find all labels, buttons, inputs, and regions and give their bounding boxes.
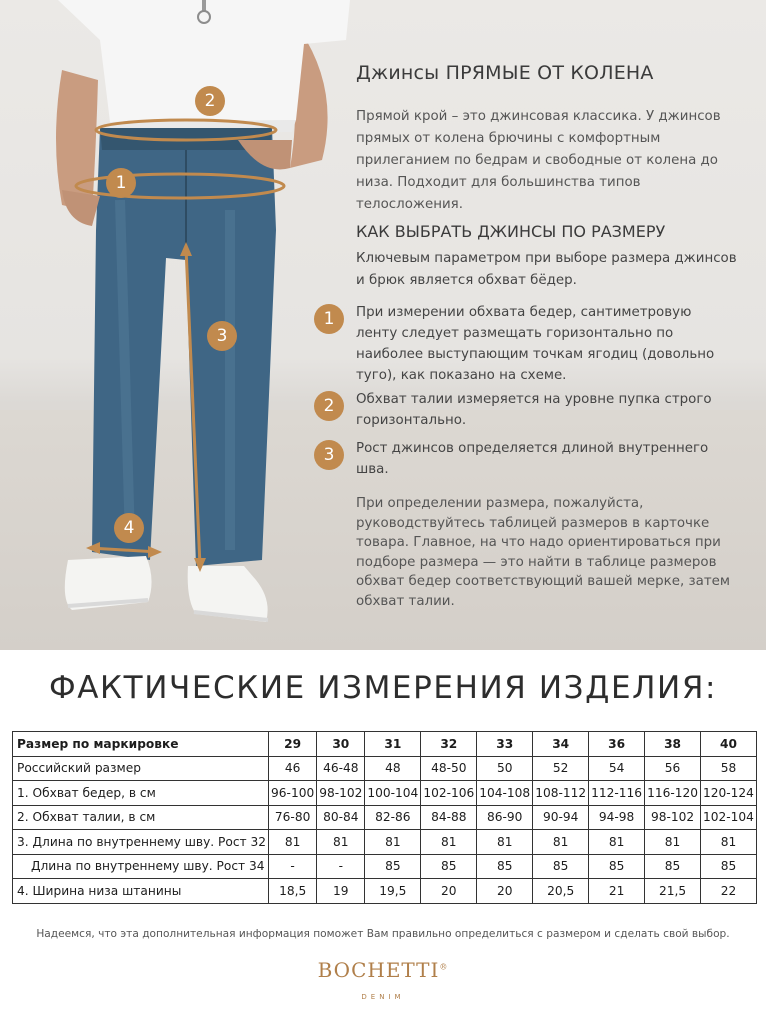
table-cell: 48 — [365, 756, 421, 781]
table-cell: 85 — [365, 854, 421, 879]
table-cell: 85 — [421, 854, 477, 879]
header-size: 40 — [701, 732, 757, 757]
page-title: Джинсы ПРЯМЫЕ ОТ КОЛЕНА — [356, 62, 654, 84]
table-cell: 52 — [533, 756, 589, 781]
table-cell: 102-104 — [701, 805, 757, 830]
table-cell: 81 — [701, 830, 757, 855]
table-cell: 108-112 — [533, 781, 589, 806]
table-row — [13, 781, 757, 806]
step-3-text: Рост джинсов определяется длиной внутреннего шва. — [356, 441, 709, 477]
table-row — [13, 854, 757, 879]
table-cell: 76-80 — [269, 805, 317, 830]
table-cell: 100-104 — [365, 781, 421, 806]
table-title: ФАКТИЧЕСКИЕ ИЗМЕРЕНИЯ ИЗДЕЛИЯ: — [48, 670, 718, 706]
table-cell: 81 — [365, 830, 421, 855]
table-cell: 18,5 — [269, 879, 317, 904]
row-label: 3. Длина по внутреннему шву. Рост 32 — [13, 830, 269, 855]
table-cell: 85 — [701, 854, 757, 879]
table-cell: 86-90 — [477, 805, 533, 830]
table-cell: 102-106 — [421, 781, 477, 806]
table-cell: 85 — [645, 854, 701, 879]
table-cell: 19 — [317, 879, 365, 904]
table-cell: 81 — [421, 830, 477, 855]
table-cell: 46 — [269, 756, 317, 781]
header-size: 30 — [317, 732, 365, 757]
footer-note: Надеемся, что эта дополнительная информация поможет Вам правильно определиться с размером и сделать свой выбор. — [36, 928, 730, 940]
table-cell: 82-86 — [365, 805, 421, 830]
table-cell: 58 — [701, 756, 757, 781]
marker-1-icon: 1 — [106, 168, 136, 198]
table-cell: 46-48 — [317, 756, 365, 781]
table-cell: 96-100 — [269, 781, 317, 806]
size-table — [12, 731, 757, 904]
brand-subtitle: DENIM — [361, 993, 405, 1001]
table-cell: 90-94 — [533, 805, 589, 830]
key-parameter-text: Ключевым параметром при выборе размера джинсов и брюк является обхват бёдер. — [356, 251, 737, 288]
table-cell: - — [317, 854, 365, 879]
table-cell: 81 — [533, 830, 589, 855]
header-size: 33 — [477, 732, 533, 757]
table-cell: 84-88 — [421, 805, 477, 830]
table-row — [13, 756, 757, 781]
row-label: 4. Ширина низа штанины — [13, 879, 269, 904]
table-row — [13, 805, 757, 830]
table-cell: 20,5 — [533, 879, 589, 904]
table-cell: 54 — [589, 756, 645, 781]
row-label: 1. Обхват бедер, в см — [13, 781, 269, 806]
table-cell: 81 — [589, 830, 645, 855]
marker-2-icon: 2 — [195, 86, 225, 116]
table-cell: 81 — [477, 830, 533, 855]
table-cell: 98-102 — [645, 805, 701, 830]
table-cell: 21,5 — [645, 879, 701, 904]
table-row — [13, 830, 757, 855]
table-cell: 48-50 — [421, 756, 477, 781]
header-size: 36 — [589, 732, 645, 757]
table-cell: 85 — [533, 854, 589, 879]
brand-name: BOCHETTI — [317, 958, 440, 982]
registered-mark: ® — [439, 962, 449, 972]
step-2-text: Обхват талии измеряется на уровне пупка строго горизонтально. — [356, 392, 712, 428]
table-cell: 21 — [589, 879, 645, 904]
table-cell: 19,5 — [365, 879, 421, 904]
step-3-number-icon: 3 — [314, 440, 344, 470]
table-cell: 56 — [645, 756, 701, 781]
table-cell: 81 — [269, 830, 317, 855]
row-label: Длина по внутреннему шву. Рост 34 — [13, 854, 269, 879]
header-size: 29 — [269, 732, 317, 757]
table-cell: 98-102 — [317, 781, 365, 806]
table-cell: 120-124 — [701, 781, 757, 806]
table-cell: 94-98 — [589, 805, 645, 830]
header-label: Размер по маркировке — [13, 732, 269, 757]
marker-4-icon: 4 — [114, 513, 144, 543]
table-header-row — [13, 732, 757, 757]
intro-text: Прямой крой – это джинсовая классика. У джинсов прямых от колена брючины с комфортным прилеганием по бедрам и свободные от колена до низа. Подходит для большинства типов телосложения. — [356, 109, 721, 212]
size-note: При определении размера, пожалуйста, руководствуйтесь таблицей размеров в карточке товара. Главное, на что надо ориентироваться при подборе размера — это найти в таблице размеров обхват бедер соответствующий вашей мерке, затем обхват талии. — [356, 496, 730, 609]
table-cell: 85 — [589, 854, 645, 879]
table-cell: 81 — [645, 830, 701, 855]
step-1-number-icon: 1 — [314, 304, 344, 334]
table-cell: 81 — [317, 830, 365, 855]
table-cell: 104-108 — [477, 781, 533, 806]
table-cell: 85 — [477, 854, 533, 879]
brand-logo — [0, 958, 766, 982]
table-cell: 112-116 — [589, 781, 645, 806]
header-size: 34 — [533, 732, 589, 757]
jeans-model-photo — [0, 0, 360, 650]
table-cell: - — [269, 854, 317, 879]
table-row — [13, 879, 757, 904]
table-cell: 50 — [477, 756, 533, 781]
header-size: 31 — [365, 732, 421, 757]
row-label: 2. Обхват талии, в см — [13, 805, 269, 830]
table-cell: 80-84 — [317, 805, 365, 830]
header-size: 38 — [645, 732, 701, 757]
row-label: Российский размер — [13, 756, 269, 781]
table-cell: 20 — [477, 879, 533, 904]
step-2-number-icon: 2 — [314, 391, 344, 421]
table-cell: 20 — [421, 879, 477, 904]
marker-3-icon: 3 — [207, 321, 237, 351]
step-1-text: При измерении обхвата бедер, сантиметровую ленту следует размещать горизонтально по наиболее выступающим точкам ягодиц (довольно туго), как показано на схеме. — [356, 305, 715, 383]
header-size: 32 — [421, 732, 477, 757]
table-cell: 116-120 — [645, 781, 701, 806]
guide-heading: КАК ВЫБРАТЬ ДЖИНСЫ ПО РАЗМЕРУ — [356, 222, 666, 241]
table-cell: 22 — [701, 879, 757, 904]
